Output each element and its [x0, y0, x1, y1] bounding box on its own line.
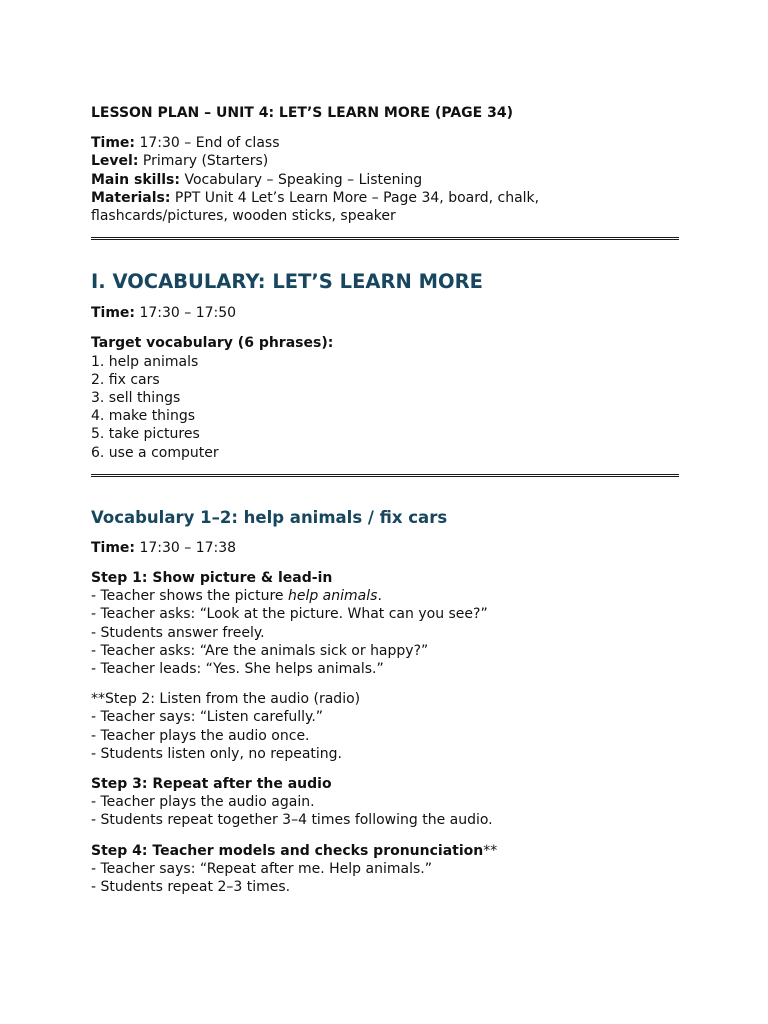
lesson-title: LESSON PLAN – UNIT 4: LET’S LEARN MORE (PAGE 34) [91, 105, 513, 121]
vocab-item: 2. fix cars [91, 371, 160, 388]
divider [91, 474, 679, 477]
step1-line: - Teacher leads: “Yes. She helps animals.” [91, 661, 384, 678]
step2-line: - Teacher plays the audio once. [91, 727, 310, 744]
level-row [91, 152, 679, 170]
time-label: Time: [91, 135, 136, 152]
level-label: Level: [91, 153, 139, 170]
step3-title: Step 3: Repeat after the audio [91, 776, 332, 793]
step1-line: - Teacher shows the picture help animals. [91, 588, 382, 605]
subsection-time-label: Time: [91, 539, 136, 556]
time-row [91, 134, 679, 152]
vocab-item: 6. use a computer [91, 444, 219, 461]
section-heading-vocabulary: I. VOCABULARY: LET’S LEARN MORE [91, 270, 483, 294]
document-page [91, 104, 679, 896]
step1-line: - Students answer freely. [91, 624, 265, 641]
step2-line: - Teacher says: “Listen carefully.” [91, 709, 324, 726]
step1-line: - Teacher asks: “Are the animals sick or happy?” [91, 642, 429, 659]
skills-label: Main skills: [91, 171, 180, 188]
step4-line: - Students repeat 2–3 times. [91, 879, 291, 896]
step3-line: - Teacher plays the audio again. [91, 794, 315, 811]
step4-line: - Teacher says: “Repeat after me. Help animals.” [91, 860, 432, 877]
step1-title: Step 1: Show picture & lead-in [91, 570, 333, 587]
step2-line: - Students listen only, no repeating. [91, 745, 342, 762]
vocab-item: 4. make things [91, 408, 196, 425]
time-value: 17:30 – End of class [135, 135, 280, 152]
step1-line: - Teacher asks: “Look at the picture. What can you see?” [91, 606, 488, 623]
materials-row [91, 189, 679, 225]
vocab-item: 1. help animals [91, 353, 199, 370]
step3-line: - Students repeat together 3–4 times following the audio. [91, 812, 493, 829]
materials-label: Materials: [91, 189, 171, 206]
section-time-label: Time: [91, 305, 136, 322]
subsection-time-row [91, 539, 679, 557]
section-time-value: 17:30 – 17:50 [135, 305, 237, 322]
subsection-heading-vocab-1-2: Vocabulary 1–2: help animals / fix cars [91, 507, 448, 527]
materials-value: PPT Unit 4 Let’s Learn More – Page 34, board, chalk, flashcards/pictures, wooden sticks, speaker [91, 189, 540, 225]
divider [91, 237, 679, 240]
level-value: Primary (Starters) [138, 153, 269, 170]
section-time-row [91, 304, 679, 322]
vocab-item: 3. sell things [91, 390, 181, 407]
step2-title: **Step 2: Listen from the audio (radio) [91, 691, 361, 708]
subsection-time-value: 17:30 – 17:38 [135, 539, 237, 556]
skills-value: Vocabulary – Speaking – Listening [180, 171, 423, 188]
vocab-item: 5. take pictures [91, 426, 200, 443]
skills-row [91, 171, 679, 189]
step4-title: Step 4: Teacher models and checks pronunciation** [91, 842, 498, 859]
target-vocabulary-label: Target vocabulary (6 phrases): [91, 335, 334, 352]
